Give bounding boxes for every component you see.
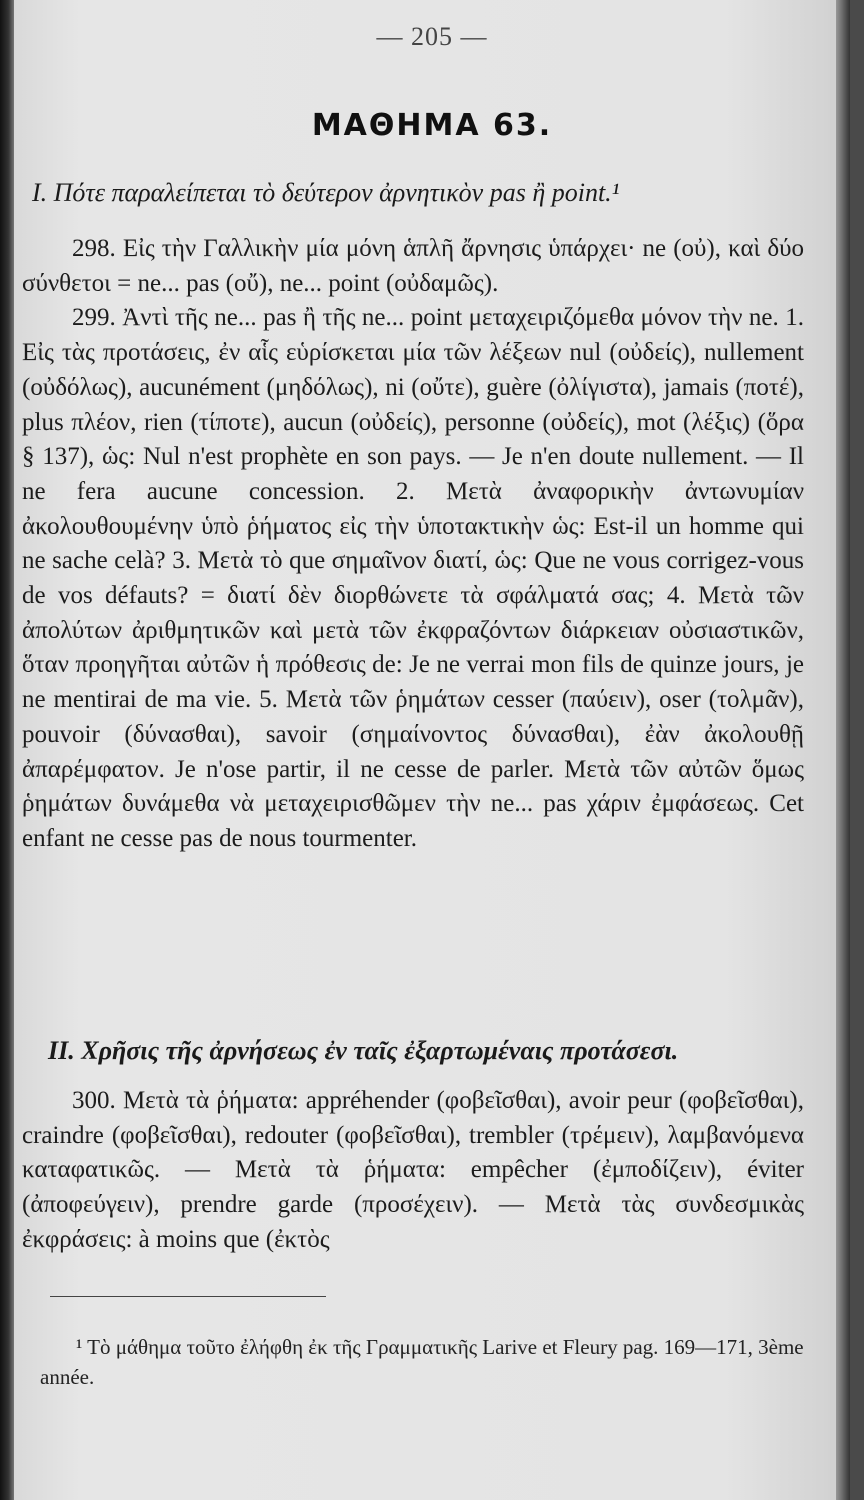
book-page: [14, 0, 850, 1500]
page-edge-shadow: [836, 0, 850, 1500]
paragraph-298: 298. Εἰς τὴν Γαλλικὴν μία μόνη ἁπλῆ ἄρνησις ὑπάρχει· ne (οὐ), καὶ δύο σύνθετοι = ne... pas (οὔ), ne... point (οὐδαμῶς).: [22, 235, 804, 297]
section-1-heading: I. Πότε παραλείπεται τὸ δεύτερον ἀρνητικὸν pas ἢ point.¹: [32, 178, 620, 207]
footnote-text: Τὸ μάθημα τοῦτο ἐλήφθη ἐκ τῆς Γραμματικῆς Larive et Fleury pag. 169—171, 3ème année.: [40, 1335, 804, 1389]
footnote-marker: ¹: [76, 1335, 83, 1359]
paragraph-300: 300. Μετὰ τὰ ῥήματα: appréhender (φοβεῖσθαι), avoir peur (φοβεῖσθαι), craindre (φοβεῖσθαι), redouter (φοβεῖσθαι), trembler (τρέμειν), λαμβανόμενα καταφατικῶς. — Μετὰ τὰ ῥήματα: empêcher (ἐμποδίζειν), éviter (ἀποφεύγειν), prendre garde (προσέχειν). — Μετὰ τὰς συνδεσμικὰς ἐκφράσεις: à moins que (ἐκτὸς: [22, 1087, 804, 1253]
lesson-title: ΜΑΘΗΜΑ 63.: [311, 108, 553, 143]
book-spine-shadow: [0, 0, 14, 1500]
section-2-heading: II. Χρῆσις τῆς ἀρνήσεως ἐν ταῖς ἐξαρτωμέναις προτάσεσι.: [48, 1036, 679, 1065]
section-1-body: [22, 232, 804, 857]
page-number: — 205 —: [376, 22, 488, 51]
paragraph-299: 299. Ἀντὶ τῆς ne... pas ἢ τῆς ne... point μεταχειριζόμεθα μόνον τὴν ne. 1. Εἰς τὰς προτάσεις, ἐν αἷς εὑρίσκεται μία τῶν λέξεων nul (οὐδείς), nullement (οὐδόλως), aucunément (μηδόλως), ni (οὔτε), guère (ὀλίγιστα), jamais (ποτέ), plus πλέον, rien (τίποτε), aucun (οὐδείς), personne (οὐδείς), mot (λέξις) (ὅρα § 137), ὡς: Nul n'est prophète en son pays. — Je n'en doute nullement. — Il ne fera aucune concession. 2. Μετὰ ἀναφορικὴν ἀντωνυμίαν ἀκολουθουμένην ὑπὸ ῥήματος εἰς τὴν ὑποτακτικὴν ὡς: Est-il un homme qui ne sache celà? 3. Μετὰ τὸ que σημαῖνον διατί, ὡς: Que ne vous corrigez-vous de vos défauts? = διατί δὲν διορθώνετε τὰ σφάλματά σας; 4. Μετὰ τῶν ἀπολύτων ἀριθμητικῶν καὶ μετὰ τῶν ἐκφραζόντων διάρκειαν οὐσιαστικῶν, ὅταν προηγῆται αὐτῶν ἡ πρόθεσις de: Je ne verrai mon fils de quinze jours, je ne mentirai de ma vie. 5. Μετὰ τῶν ῥημάτων cesser (παύειν), oser (τολμᾶν), pouvoir (δύνασθαι), savoir (σημαίνοντος δύνασθαι), ἐὰν ἀκολουθῇ ἀπαρέμφατον. Je n'ose partir, il ne cesse de parler. Μετὰ τῶν αὐτῶν ὅμως ῥημάτων δυνάμεθα νὰ μεταχειρισθῶμεν τὴν ne... pas χάριν ἐμφάσεως. Cet enfant ne cesse pas de nous tourmenter.: [22, 304, 804, 852]
section-2-body: [22, 1084, 804, 1258]
footnote-divider: [50, 1296, 326, 1297]
footnote: [40, 1332, 820, 1392]
